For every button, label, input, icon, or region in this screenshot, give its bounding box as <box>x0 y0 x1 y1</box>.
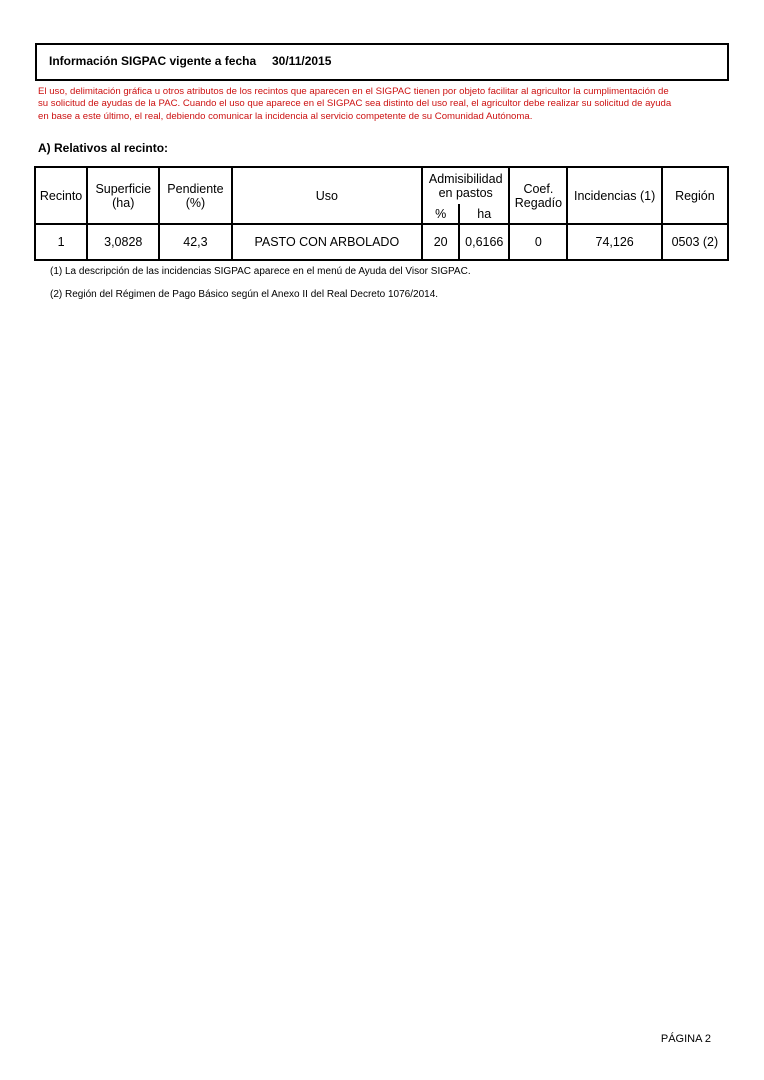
header-title: Información SIGPAC vigente a fecha <box>49 54 257 68</box>
table-row <box>35 224 728 260</box>
cell-incidencias: 74,126 <box>567 224 661 260</box>
header-coef: Coef. Regadío <box>509 167 567 224</box>
header-admis-pct: % <box>422 204 459 224</box>
cell-pendiente: 42,3 <box>159 224 231 260</box>
header-incidencias: Incidencias (1) <box>567 167 661 224</box>
header-recinto: Recinto <box>35 167 87 224</box>
recinto-table <box>34 166 729 261</box>
footnote-2: (2) Región del Régimen de Pago Básico según el Anexo II del Real Decreto 1076/2014. <box>50 289 439 300</box>
page-number: PÁGINA 2 <box>660 1033 711 1045</box>
header-admis-ha: ha <box>459 204 509 224</box>
header-admisibilidad: Admisibilidad en pastos <box>422 167 509 204</box>
disclaimer-notice: El uso, delimitación gráfica u otros atributos de los recintos que aparecen en el SIGPAC tienen por objeto facilitar al agricultor la cumplimentación de su solicitud de ayudas de la PAC. Cuando el uso que aparece en el SIGPAC sea distinto del uso real, el agricultor debe realizar su solicitud de ayuda en base a este último, el real, debiendo comunicar la incidencia al servicio competente de su Comunidad Autónoma. <box>38 86 672 122</box>
header-superficie: Superficie (ha) <box>87 167 159 224</box>
cell-admis-pct: 20 <box>422 224 459 260</box>
cell-superficie: 3,0828 <box>87 224 159 260</box>
cell-uso: PASTO CON ARBOLADO <box>232 224 423 260</box>
section-title: A) Relativos al recinto: <box>38 141 169 155</box>
header-uso: Uso <box>232 167 423 224</box>
cell-recinto: 1 <box>35 224 87 260</box>
header-date: 30/11/2015 <box>272 54 332 68</box>
cell-admis-ha: 0,6166 <box>459 224 509 260</box>
header-box <box>35 43 729 81</box>
cell-coef: 0 <box>509 224 567 260</box>
footnote-1: (1) La descripción de las incidencias SIGPAC aparece en el menú de Ayuda del Visor SIGPAC. <box>50 266 471 277</box>
header-region: Región <box>662 167 728 224</box>
header-pendiente: Pendiente (%) <box>159 167 231 224</box>
cell-region: 0503 (2) <box>662 224 728 260</box>
